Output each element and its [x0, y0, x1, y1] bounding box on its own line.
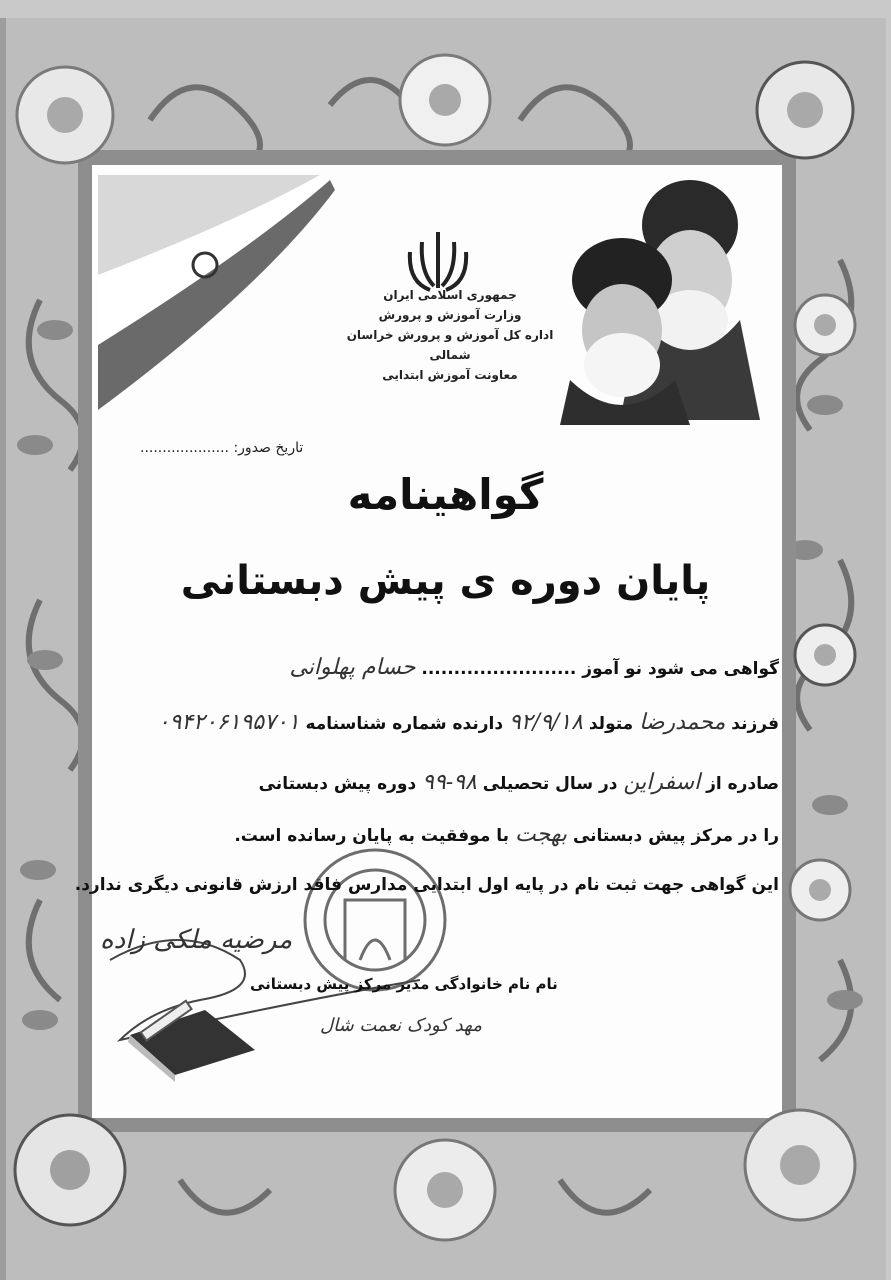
issued-from: اسفراین	[623, 770, 701, 795]
school-stamp-icon	[305, 850, 445, 990]
body-line-2	[158, 710, 779, 735]
iran-emblem-icon	[410, 232, 466, 290]
header-line: اداره کل آموزش و پرورش خراسان شمالی	[346, 328, 554, 362]
header-line: جمهوری اسلامی ایران	[383, 288, 517, 302]
portrait-graphic	[560, 180, 760, 425]
body-text: را در مرکز پیش دبستانی	[572, 826, 779, 846]
body-text: صادره از	[706, 774, 779, 794]
body-line-1	[289, 655, 779, 680]
header-line: وزارت آموزش و پرورش	[378, 308, 522, 322]
school-year: ۹۸-۹۹	[422, 770, 477, 795]
student-name: حسام پهلوانی	[289, 655, 416, 680]
header-line: معاونت آموزش ابتدایی	[382, 368, 518, 382]
body-line-5: این گواهی جهت ثبت نام در پایه اول ابتدایی مدارس فاقد ارزش قانونی دیگری ندارد.	[74, 875, 779, 895]
book-pen-icon	[128, 1001, 255, 1082]
body-text: گواهی می شود نو آموز ........................	[421, 659, 779, 679]
body-text: دوره پیش دبستانی	[258, 774, 417, 794]
body-text: متولد	[588, 714, 634, 734]
certificate-title: گواهینامه	[347, 470, 544, 519]
center-handwritten: مهد کودک نعمت شال	[320, 1015, 482, 1036]
center-name: بهجت	[514, 822, 568, 847]
issue-date: تاریخ صدور: ....................	[140, 440, 304, 456]
handwritten-signature: مرضیه ملکی زاده	[100, 925, 293, 955]
signature-label: نام نام خانوادگی مدیر مرکز پیش دبستانی	[250, 975, 558, 993]
body-text: دارنده شماره شناسنامه	[305, 714, 504, 734]
issuer-header	[340, 285, 560, 385]
body-text: در سال تحصیلی	[482, 774, 618, 794]
father-name: محمدرضا	[639, 710, 726, 735]
id-number: ۰۹۴۲۰۶۱۹۵۷۰۱	[157, 710, 300, 735]
flag-graphic	[98, 175, 335, 410]
birth-date: ۹۲/۹/۱۸	[509, 710, 583, 735]
certificate-subtitle: پایان دوره ی پیش دبستانی	[180, 558, 711, 604]
body-text: فرزند	[731, 714, 779, 734]
body-text: با موفقیت به پایان رسانده است.	[234, 826, 510, 846]
body-line-3	[259, 770, 779, 795]
body-line-4	[234, 822, 779, 847]
